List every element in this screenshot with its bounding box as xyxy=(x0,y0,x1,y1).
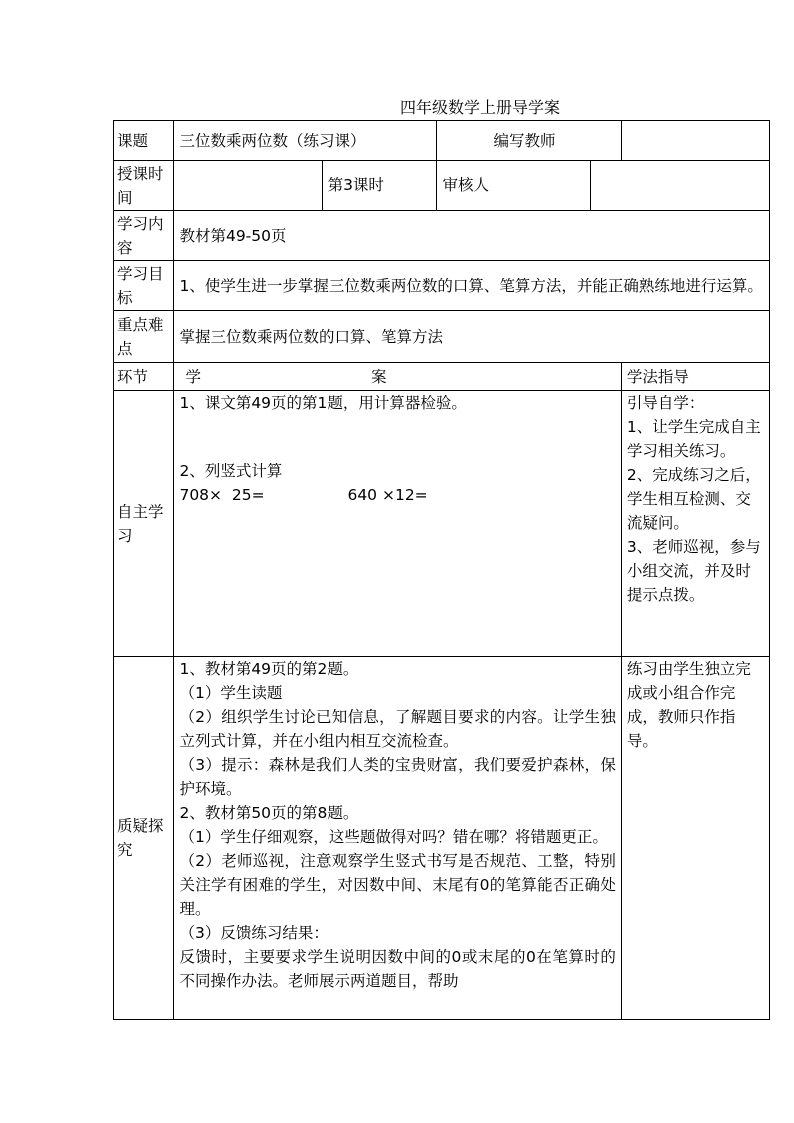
guide-line-3: 3、老师巡视，参与小组交流，并及时提示点拨。 xyxy=(626,538,761,604)
label-keypoints: 重点难点 xyxy=(114,311,174,363)
label-self-study: 自主学习 xyxy=(114,391,174,657)
inquiry-line-6: （2）老师巡视，注意观察学生竖式书写是否规范、工整，特别关注学有困难的学生，对因数中间、末尾有0的笔算能否正确处理。 xyxy=(179,852,616,918)
goal-value: 1、使学生进一步掌握三位数乘两位数的口算、笔算方法，并能正确熟练地进行运算。 xyxy=(174,261,770,311)
row-content xyxy=(114,211,770,261)
reviewer-label: 审核人 xyxy=(437,161,590,211)
inquiry-line-7: （3）反馈练习结果： xyxy=(179,924,329,942)
inquiry-guide: 练习由学生独立完成或小组合作完成，教师只作指导。 xyxy=(621,657,769,1020)
page-title: 四年级数学上册导学案 xyxy=(400,98,561,117)
inquiry-content xyxy=(174,657,621,1020)
guide-line-2: 2、完成练习之后，学生相互检测、交流疑问。 xyxy=(626,466,761,532)
row-self-study xyxy=(114,391,770,657)
row-keypoints xyxy=(114,311,770,363)
row-inquiry xyxy=(114,657,770,1020)
calc-row xyxy=(179,483,615,507)
inquiry-line-5: （1）学生仔细观察，这些题做得对吗？错在哪？将错题更正。 xyxy=(179,828,608,846)
row-topic xyxy=(114,121,770,161)
lesson-number: 第3课时 xyxy=(322,161,437,211)
row-time xyxy=(114,161,770,211)
plan-header xyxy=(174,363,621,391)
editor-label: 编写教师 xyxy=(437,121,621,161)
plan-header-right: 案 xyxy=(370,367,387,386)
inquiry-line-3: （3）提示：森林是我们人类的宝贵财富，我们要爱护森林，保护环境。 xyxy=(179,756,616,798)
label-topic: 课题 xyxy=(114,121,174,161)
inquiry-line-4: 2、教材第50页的第8题。 xyxy=(179,804,359,822)
content-value: 教材第49-50页 xyxy=(174,211,770,261)
self-study-guide xyxy=(621,391,769,657)
label-time: 授课时间 xyxy=(114,161,174,211)
row-goal xyxy=(114,261,770,311)
plan-header-left: 学 xyxy=(185,367,201,386)
self-study-line-1: 1、课文第49页的第1题，用计算器检验。 xyxy=(179,394,467,412)
row-header xyxy=(114,363,770,391)
lesson-plan-table xyxy=(113,120,770,1020)
topic-value: 三位数乘两位数（练习课） xyxy=(174,121,437,161)
label-stage: 环节 xyxy=(114,363,174,391)
calc-1: 708× 25= xyxy=(179,486,265,504)
reviewer-value xyxy=(590,161,769,211)
label-content: 学习内容 xyxy=(114,211,174,261)
blank-space xyxy=(179,415,615,459)
keypoints-value: 掌握三位数乘两位数的口算、笔算方法 xyxy=(174,311,770,363)
label-goal: 学习目标 xyxy=(114,261,174,311)
method-header: 学法指导 xyxy=(621,363,769,391)
inquiry-line-1: （1）学生读题 xyxy=(179,684,283,702)
label-inquiry: 质疑探究 xyxy=(114,657,174,1020)
self-study-content xyxy=(174,391,621,657)
inquiry-line-8: 反馈时，主要要求学生说明因数中间的0或末尾的0在笔算时的不同操作办法。老师展示两道题目，帮助 xyxy=(179,948,616,990)
time-value xyxy=(174,161,322,211)
guide-line-1: 1、让学生完成自主学习相关练习。 xyxy=(626,418,761,460)
inquiry-line-0: 1、教材第49页的第2题。 xyxy=(179,660,359,678)
calc-2: 640 ×12= xyxy=(347,486,428,504)
inquiry-line-2: （2）组织学生讨论已知信息，了解题目要求的内容。让学生独立列式计算，并在小组内相互交流检查。 xyxy=(179,708,616,750)
editor-value xyxy=(621,121,769,161)
guide-line-0: 引导自学： xyxy=(626,394,705,412)
self-study-line-2: 2、列竖式计算 xyxy=(179,462,283,480)
